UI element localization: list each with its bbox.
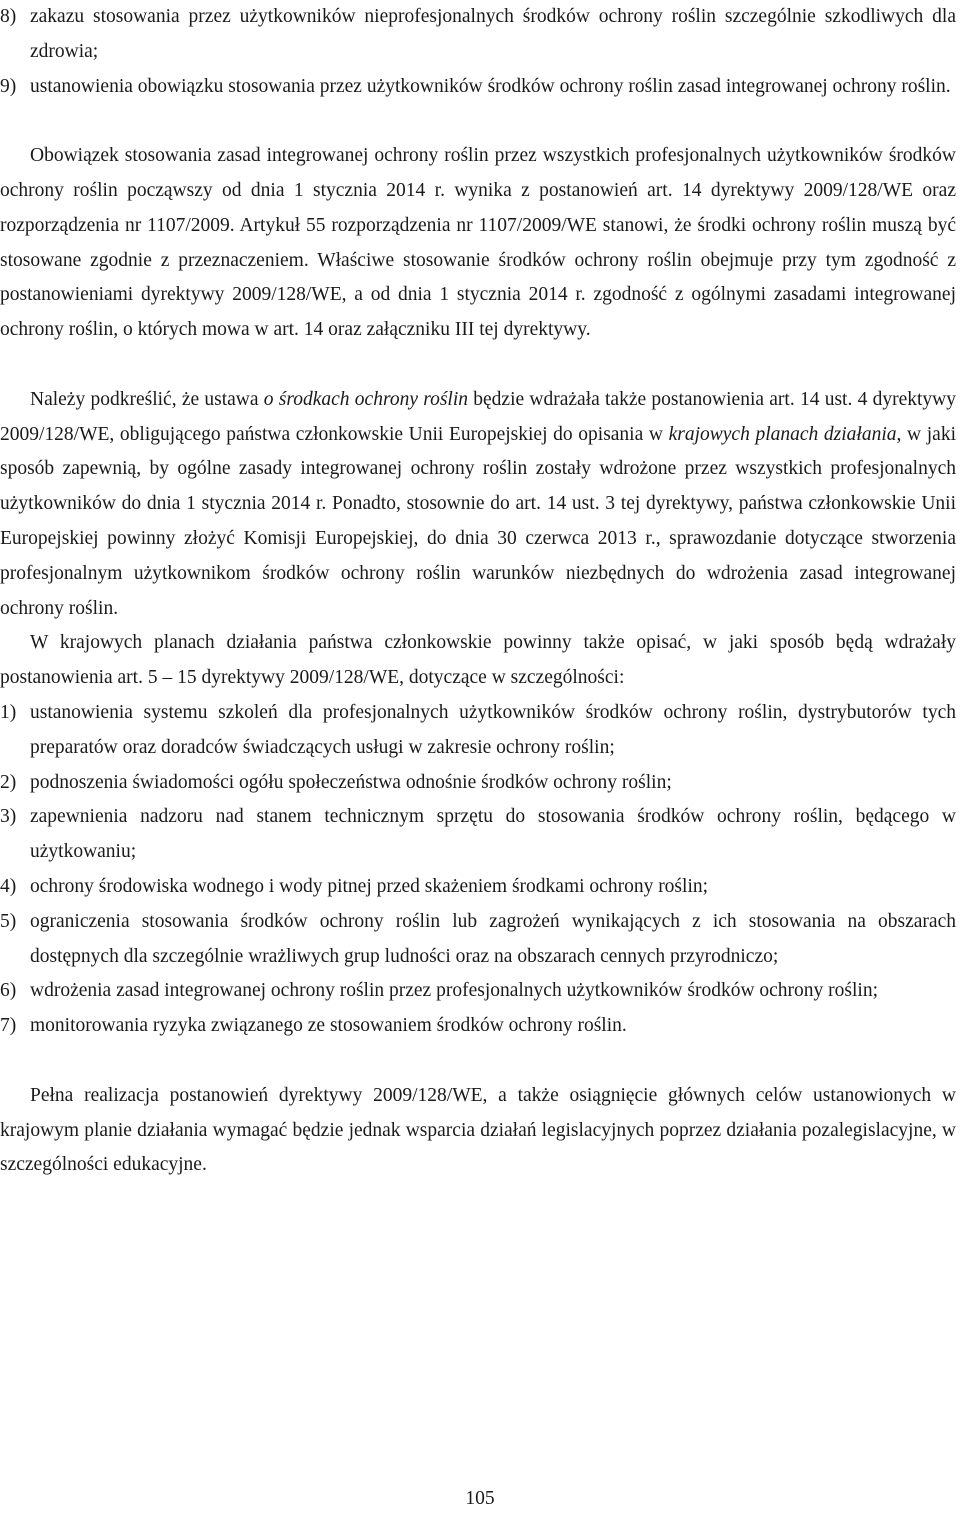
list-item	[0, 1009, 956, 1044]
list-item-text: ustanowienia obowiązku stosowania przez użytkowników środków ochrony roślin zasad integrowanej ochrony roślin.	[30, 75, 951, 97]
list-item-number: 5)	[0, 910, 17, 932]
paragraph-gap	[0, 1044, 956, 1079]
list-item	[0, 905, 956, 975]
list-item-number: 6)	[0, 980, 17, 1002]
list-item-number: 4)	[0, 875, 17, 897]
list-item-text: ograniczenia stosowania środków ochrony roślin lub zagrożeń wynikających z ich stosowania na obszarach dostępnych dla szczególnie wrażliwych grup ludności oraz na obszarach cennych przyrodniczo;	[30, 910, 956, 967]
list-item	[0, 0, 956, 70]
paragraph-text: , w jaki sposób zapewnią, by ogólne zasady integrowanej ochrony roślin zostały wdrożone przez wszystkich profesjonalnych użytkowników do dnia 1 stycznia 2014 r. Ponadto, stosownie do art. 14 ust. 3 tej dyrektywy, państwa członkowskie Unii Europejskiej powinny złożyć Komisji Europejskiej, do dnia 30 czerwca 2013 r., sprawozdanie dotyczące stworzenia profesjonalnym użytkownikom środków ochrony roślin warunków niezbędnych do wdrożenia zasad integrowanej ochrony roślin.	[0, 423, 956, 619]
list-item	[0, 870, 956, 905]
list-item-text: zapewnienia nadzoru nad stanem technicznym sprzętu do stosowania środków ochrony roślin, będącego w użytkowaniu;	[30, 806, 956, 863]
list-item	[0, 974, 956, 1009]
list-item-text: ustanowienia systemu szkoleń dla profesjonalnych użytkowników środków ochrony roślin, dystrybutorów tych preparatów oraz doradców świadczących usługi w zakresie ochrony roślin;	[30, 701, 956, 758]
paragraph-text: Obowiązek stosowania zasad integrowanej ochrony roślin przez wszystkich profesjonalnych użytkowników środków ochrony roślin począwszy od dnia 1 stycznia 2014 r. wynika z postanowień art. 14 dyrektywy 2009/128/WE oraz rozporządzenia nr 1107/2009. Artykuł 55 rozporządzenia nr 1107/2009/WE stanowi, że środki ochrony roślin muszą być stosowane zgodnie z przeznaczeniem. Właściwe stosowanie środków ochrony roślin obejmuje przy tym zgodność z postanowieniami dyrektywy 2009/128/WE, a od dnia 1 stycznia 2014 r. zgodność z ogólnymi zasadami integrowanej ochrony roślin, o których mowa w art. 14 oraz załączniku III tej dyrektywy.	[0, 145, 956, 341]
list-item-number: 3)	[0, 806, 17, 828]
paragraph-conclusion	[0, 1079, 956, 1183]
national-plans-term: krajowych planach działania	[668, 423, 897, 445]
list-item	[0, 800, 956, 870]
list-item-text: wdrożenia zasad integrowanej ochrony roślin przez profesjonalnych użytkowników środków ochrony roślin;	[30, 980, 879, 1002]
paragraph-national-plans	[0, 626, 956, 696]
paragraph-act-implementation	[0, 383, 956, 627]
list-item-number: 7)	[0, 1015, 17, 1037]
page-number: 105	[465, 1488, 495, 1509]
paragraph-text: Należy podkreślić, że ustawa	[30, 388, 264, 410]
list-item-number: 8)	[0, 6, 17, 27]
list-item-text: zakazu stosowania przez użytkowników nieprofesjonalnych środków ochrony roślin szczególnie szkodliwych dla zdrowia;	[30, 6, 956, 62]
list-item-text: ochrony środowiska wodnego i wody pitnej przed skażeniem środkami ochrony roślin;	[30, 875, 709, 897]
list-item-number: 2)	[0, 771, 17, 793]
list-item	[0, 766, 956, 801]
list-item-number: 9)	[0, 75, 17, 97]
list-item-number: 1)	[0, 701, 17, 723]
list-item	[0, 70, 956, 105]
paragraph-text: będzie wdrażała także postanowienia art. 14 ust. 4 dyrektywy 2009/128/WE, obligującego państwa członkowskie Unii Europejskiej do opisania w	[0, 388, 956, 445]
list-item-text: monitorowania ryzyka związanego ze stosowaniem środków ochrony roślin.	[30, 1015, 627, 1037]
paragraph-gap	[0, 104, 956, 139]
paragraph-text: Pełna realizacja postanowień dyrektywy 2009/128/WE, a także osiągnięcie głównych celów ustanowionych w krajowym planie działania wymagać będzie jednak wsparcia działań legislacyjnych poprzez działania pozalegislacyjne, w szczególności edukacyjne.	[0, 1084, 956, 1176]
paragraph-integrated-protection	[0, 139, 956, 348]
list-item-text: podnoszenia świadomości ogółu społeczeństwa odnośnie środków ochrony roślin;	[30, 771, 672, 793]
list-item	[0, 696, 956, 766]
act-title: o środkach ochrony roślin	[263, 388, 469, 410]
paragraph-text: W krajowych planach działania państwa członkowskie powinny także opisać, w jaki sposób będą wdrażały postanowienia art. 5 – 15 dyrektywy 2009/128/WE, dotyczące w szczególności:	[0, 632, 956, 689]
paragraph-gap	[0, 348, 956, 383]
